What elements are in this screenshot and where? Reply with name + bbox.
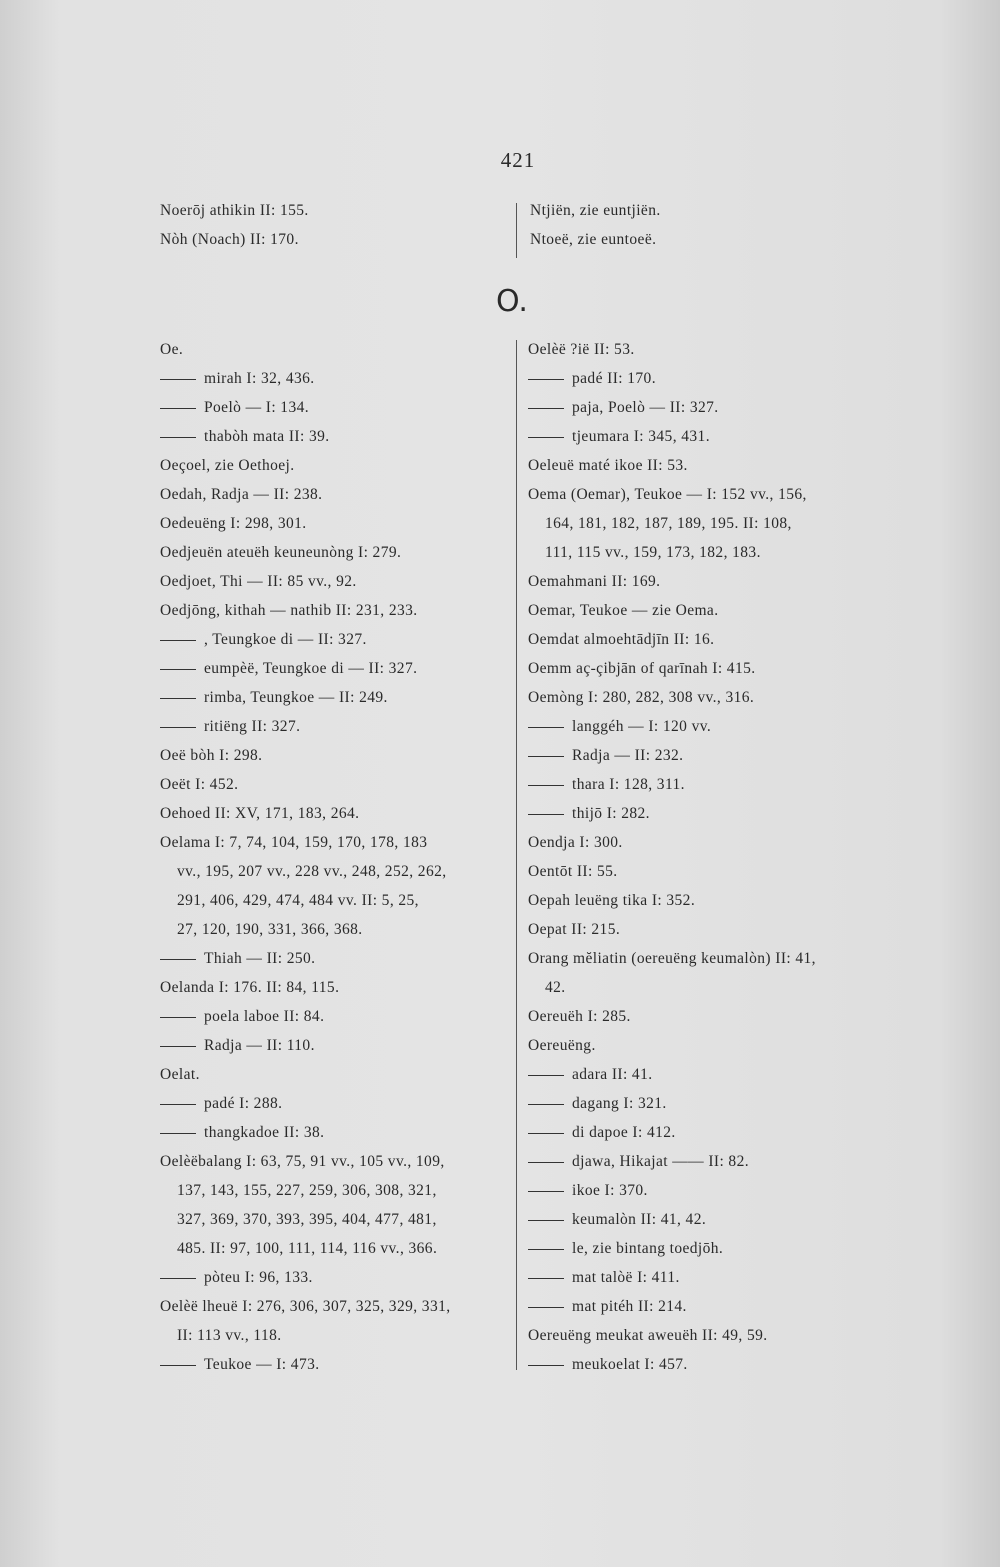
repeat-dash — [160, 640, 196, 641]
index-line — [160, 683, 451, 712]
index-text: Oelèë lheuë I: 276, 306, 307, 325, 329, 331, — [160, 1298, 451, 1315]
index-text: Oeçoel, zie Oethoej. — [160, 457, 295, 474]
index-text: Nòh (Noach) II: 170. — [160, 231, 299, 248]
index-text: Oema (Oemar), Teukoe — I: 152 vv., 156, — [528, 486, 807, 503]
index-text: eumpèë, Teungkoe di — II: 327. — [204, 660, 418, 677]
index-text: Oe. — [160, 341, 184, 358]
repeat-dash — [160, 1017, 196, 1018]
index-text: vv., 195, 207 vv., 228 vv., 248, 252, 262, — [177, 863, 447, 880]
index-line — [160, 538, 451, 567]
index-line — [528, 625, 816, 654]
index-text: thijō I: 282. — [572, 805, 650, 822]
index-line — [160, 915, 451, 944]
index-line — [160, 1002, 451, 1031]
index-text: 27, 120, 190, 331, 366, 368. — [177, 921, 363, 938]
index-line — [528, 944, 816, 973]
index-line — [528, 596, 816, 625]
index-line — [160, 1176, 451, 1205]
repeat-dash — [160, 1133, 196, 1134]
index-line — [528, 1321, 816, 1350]
repeat-dash — [160, 437, 196, 438]
index-text: paja, Poelò — II: 327. — [572, 399, 719, 416]
index-text: Oemm aç-çibjān of qarīnah I: 415. — [528, 660, 756, 677]
right-column — [528, 335, 816, 1379]
index-text: Oereuëng. — [528, 1037, 596, 1054]
index-line — [528, 1234, 816, 1263]
index-text: Thiah — II: 250. — [204, 950, 316, 967]
index-text: thara I: 128, 311. — [572, 776, 685, 793]
index-text: II: 113 vv., 118. — [177, 1327, 282, 1344]
index-text: 137, 143, 155, 227, 259, 306, 308, 321, — [177, 1182, 437, 1199]
repeat-dash — [528, 1075, 564, 1076]
index-line — [528, 1176, 816, 1205]
index-line — [528, 886, 816, 915]
index-text: Oedjeuën ateuëh keuneunòng I: 279. — [160, 544, 402, 561]
index-line — [160, 1205, 451, 1234]
index-line — [528, 1089, 816, 1118]
index-line — [160, 1263, 451, 1292]
index-text: Poelò — I: 134. — [204, 399, 310, 416]
section-heading: O. — [496, 284, 528, 319]
index-line — [528, 712, 816, 741]
index-line — [160, 944, 451, 973]
index-text: Oelèë ?ië II: 53. — [528, 341, 635, 358]
index-line — [160, 973, 451, 1002]
index-text: ritiëng II: 327. — [204, 718, 301, 735]
index-line — [528, 538, 816, 567]
index-text: Teukoe — I: 473. — [204, 1356, 320, 1373]
index-line — [528, 422, 816, 451]
index-text: 164, 181, 182, 187, 189, 195. II: 108, — [545, 515, 792, 532]
index-line — [160, 741, 451, 770]
index-line — [528, 567, 816, 596]
column-divider — [516, 340, 517, 1370]
index-line — [160, 480, 451, 509]
index-text: Ntjiën, zie euntjiën. — [530, 202, 661, 219]
repeat-dash — [160, 408, 196, 409]
repeat-dash — [528, 1133, 564, 1134]
index-line — [528, 973, 816, 1002]
index-line — [160, 1118, 451, 1147]
index-text: Oemar, Teukoe — zie Oema. — [528, 602, 719, 619]
repeat-dash — [160, 698, 196, 699]
repeat-dash — [528, 379, 564, 380]
repeat-dash — [528, 1278, 564, 1279]
repeat-dash — [160, 1104, 196, 1105]
index-line — [160, 196, 309, 225]
index-line — [528, 1002, 816, 1031]
index-text: adara II: 41. — [572, 1066, 653, 1083]
repeat-dash — [528, 1191, 564, 1192]
index-line — [160, 712, 451, 741]
top-right-entries — [530, 196, 661, 254]
index-line — [528, 828, 816, 857]
index-text: Oepah leuëng tika I: 352. — [528, 892, 696, 909]
repeat-dash — [528, 727, 564, 728]
repeat-dash — [160, 727, 196, 728]
index-text: 291, 406, 429, 474, 484 vv. II: 5, 25, — [177, 892, 419, 909]
index-text: Oentōt II: 55. — [528, 863, 618, 880]
index-line — [528, 857, 816, 886]
repeat-dash — [160, 1046, 196, 1047]
index-line — [160, 225, 309, 254]
left-column — [160, 335, 451, 1379]
index-text: thabòh mata II: 39. — [204, 428, 330, 445]
index-text: 327, 369, 370, 393, 395, 404, 477, 481, — [177, 1211, 437, 1228]
index-line — [160, 857, 451, 886]
index-text: Oelèëbalang I: 63, 75, 91 vv., 105 vv., 109, — [160, 1153, 445, 1170]
index-line — [528, 509, 816, 538]
index-text: Oedjoet, Thi — II: 85 vv., 92. — [160, 573, 357, 590]
index-line — [528, 770, 816, 799]
index-text: padé I: 288. — [204, 1095, 283, 1112]
index-text: Oelama I: 7, 74, 104, 159, 170, 178, 183 — [160, 834, 428, 851]
index-line — [528, 683, 816, 712]
repeat-dash — [528, 1307, 564, 1308]
index-line — [528, 1147, 816, 1176]
repeat-dash — [160, 959, 196, 960]
index-text: Noerōj athikin II: 155. — [160, 202, 309, 219]
index-text: 42. — [545, 979, 566, 996]
index-text: 111, 115 vv., 159, 173, 182, 183. — [545, 544, 761, 561]
index-line — [528, 1060, 816, 1089]
index-text: Oedjōng, kithah — nathib II: 231, 233. — [160, 602, 418, 619]
index-line — [528, 1205, 816, 1234]
index-text: rimba, Teungkoe — II: 249. — [204, 689, 388, 706]
index-line — [160, 509, 451, 538]
index-line — [160, 393, 451, 422]
index-line — [528, 451, 816, 480]
repeat-dash — [160, 669, 196, 670]
repeat-dash — [528, 756, 564, 757]
index-text: Oelanda I: 176. II: 84, 115. — [160, 979, 340, 996]
index-line — [160, 1089, 451, 1118]
repeat-dash — [160, 1278, 196, 1279]
index-text: Oehoed II: XV, 171, 183, 264. — [160, 805, 360, 822]
index-line — [530, 196, 661, 225]
index-text: djawa, Hikajat —— II: 82. — [572, 1153, 750, 1170]
index-text: Oedah, Radja — II: 238. — [160, 486, 323, 503]
index-line — [528, 915, 816, 944]
index-text: Radja — II: 110. — [204, 1037, 315, 1054]
index-text: Orang mĕliatin (oereuëng keumalòn) II: 41, — [528, 950, 816, 967]
index-line — [160, 654, 451, 683]
index-text: Oelat. — [160, 1066, 200, 1083]
repeat-dash — [528, 1365, 564, 1366]
index-text: Oereuëng meukat aweuëh II: 49, 59. — [528, 1327, 768, 1344]
index-text: tjeumara I: 345, 431. — [572, 428, 710, 445]
index-text: mat talòë I: 411. — [572, 1269, 680, 1286]
index-text: Radja — II: 232. — [572, 747, 684, 764]
index-text: Oemahmani II: 169. — [528, 573, 661, 590]
index-line — [528, 654, 816, 683]
index-line — [160, 886, 451, 915]
index-text: Oemòng I: 280, 282, 308 vv., 316. — [528, 689, 755, 706]
index-text: meukoelat I: 457. — [572, 1356, 688, 1373]
repeat-dash — [528, 1249, 564, 1250]
index-line — [528, 1292, 816, 1321]
index-text: , Teungkoe di — II: 327. — [204, 631, 367, 648]
index-text: Oeë bòh I: 298. — [160, 747, 263, 764]
index-text: Oemdat almoehtādjīn II: 16. — [528, 631, 715, 648]
index-text: 485. II: 97, 100, 111, 114, 116 vv., 366. — [177, 1240, 438, 1257]
index-line — [528, 1118, 816, 1147]
index-line — [160, 1234, 451, 1263]
index-text: mat pitéh II: 214. — [572, 1298, 687, 1315]
repeat-dash — [528, 437, 564, 438]
index-text: ikoe I: 370. — [572, 1182, 648, 1199]
index-line — [528, 364, 816, 393]
index-line — [160, 770, 451, 799]
index-text: Oendja I: 300. — [528, 834, 623, 851]
index-text: poela laboe II: 84. — [204, 1008, 325, 1025]
repeat-dash — [528, 1104, 564, 1105]
index-text: Ntoeë, zie euntoeë. — [530, 231, 657, 248]
repeat-dash — [528, 408, 564, 409]
index-text: keumalòn II: 41, 42. — [572, 1211, 707, 1228]
index-line — [530, 225, 661, 254]
index-line — [160, 1060, 451, 1089]
index-line — [160, 567, 451, 596]
index-text: Oereuëh I: 285. — [528, 1008, 631, 1025]
index-line — [160, 799, 451, 828]
index-line — [528, 1263, 816, 1292]
repeat-dash — [528, 1162, 564, 1163]
index-line — [160, 596, 451, 625]
index-line — [160, 335, 451, 364]
index-line — [160, 422, 451, 451]
index-text: di dapoe I: 412. — [572, 1124, 676, 1141]
index-line — [528, 480, 816, 509]
index-line — [528, 799, 816, 828]
index-text: Oeët I: 452. — [160, 776, 239, 793]
index-line — [160, 625, 451, 654]
index-text: thangkadoe II: 38. — [204, 1124, 325, 1141]
index-line — [160, 364, 451, 393]
index-line — [528, 1031, 816, 1060]
index-line — [528, 393, 816, 422]
index-text: langgéh — I: 120 vv. — [572, 718, 712, 735]
index-text: dagang I: 321. — [572, 1095, 667, 1112]
index-text: padé II: 170. — [572, 370, 656, 387]
index-line — [160, 1031, 451, 1060]
index-text: Oedeuëng I: 298, 301. — [160, 515, 307, 532]
repeat-dash — [160, 1365, 196, 1366]
index-line — [160, 828, 451, 857]
repeat-dash — [528, 785, 564, 786]
index-line — [160, 451, 451, 480]
index-line — [528, 741, 816, 770]
index-line — [160, 1350, 451, 1379]
index-text: mirah I: 32, 436. — [204, 370, 315, 387]
index-line — [160, 1321, 451, 1350]
index-line — [160, 1292, 451, 1321]
column-divider-top — [516, 203, 517, 258]
index-line — [528, 335, 816, 364]
index-text: Oeleuë maté ikoe II: 53. — [528, 457, 688, 474]
page-number: 421 — [500, 148, 536, 172]
repeat-dash — [528, 814, 564, 815]
repeat-dash — [528, 1220, 564, 1221]
repeat-dash — [160, 379, 196, 380]
index-text: Oepat II: 215. — [528, 921, 621, 938]
index-text: pòteu I: 96, 133. — [204, 1269, 313, 1286]
index-line — [160, 1147, 451, 1176]
top-left-entries — [160, 196, 309, 254]
index-text: le, zie bintang toedjōh. — [572, 1240, 724, 1257]
index-line — [528, 1350, 816, 1379]
